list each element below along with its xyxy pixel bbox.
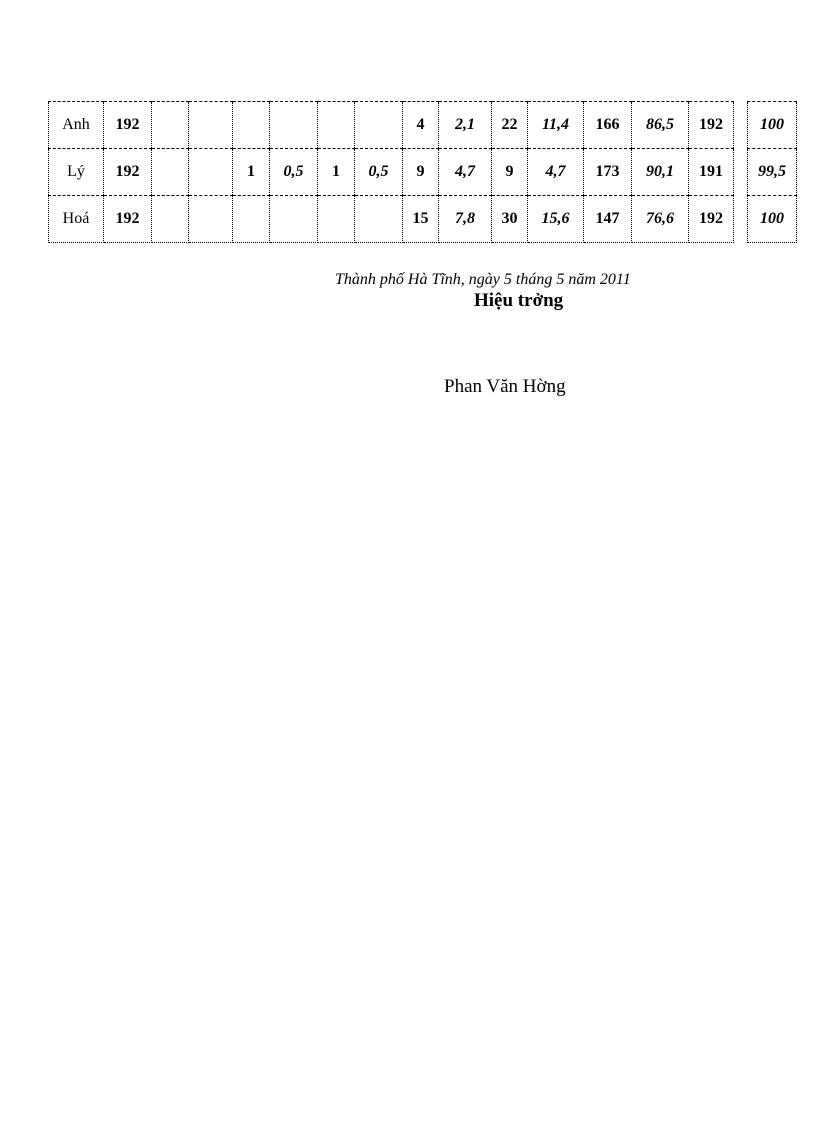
subject-cell: Hoá: [49, 196, 104, 243]
percent-cell: 90,1: [632, 149, 689, 196]
percent-cell: [189, 196, 233, 243]
column-gap: [734, 149, 748, 196]
count-cell: 1: [318, 149, 355, 196]
count-cell: 191: [689, 149, 734, 196]
table-row: [49, 149, 797, 196]
percent-cell: 4,7: [439, 149, 492, 196]
percent-cell: [189, 149, 233, 196]
total-cell: 192: [104, 149, 152, 196]
percent-cell: 11,4: [528, 102, 584, 149]
percent-cell: [355, 102, 403, 149]
percent-cell: 7,8: [439, 196, 492, 243]
percent-cell: 76,6: [632, 196, 689, 243]
signer-role: Hiệu trởng: [474, 290, 564, 311]
count-cell: 22: [492, 102, 528, 149]
count-cell: [152, 102, 189, 149]
count-cell: 166: [584, 102, 632, 149]
total-cell: 192: [104, 196, 152, 243]
percent-cell: 100: [748, 102, 797, 149]
count-cell: 9: [492, 149, 528, 196]
count-cell: 30: [492, 196, 528, 243]
subject-cell: Anh: [49, 102, 104, 149]
date-line: Thành phố Hà Tĩnh, ngày 5 tháng 5 năm 2011: [335, 271, 631, 288]
table-row: [49, 102, 797, 149]
percent-cell: [270, 196, 318, 243]
count-cell: [318, 196, 355, 243]
count-cell: 9: [403, 149, 439, 196]
percent-cell: 2,1: [439, 102, 492, 149]
count-cell: 4: [403, 102, 439, 149]
percent-cell: 0,5: [355, 149, 403, 196]
signer-name: Phan Văn Hờng: [444, 376, 566, 397]
percent-cell: 99,5: [748, 149, 797, 196]
column-gap: [734, 102, 748, 149]
count-cell: [318, 102, 355, 149]
count-cell: 192: [689, 102, 734, 149]
count-cell: [233, 196, 270, 243]
percent-cell: 15,6: [528, 196, 584, 243]
count-cell: 1: [233, 149, 270, 196]
count-cell: 15: [403, 196, 439, 243]
count-cell: 192: [689, 196, 734, 243]
count-cell: [152, 149, 189, 196]
total-cell: 192: [104, 102, 152, 149]
table-row: [49, 196, 797, 243]
percent-cell: [355, 196, 403, 243]
count-cell: 147: [584, 196, 632, 243]
column-gap: [734, 196, 748, 243]
count-cell: [233, 102, 270, 149]
subject-cell: Lý: [49, 149, 104, 196]
percent-cell: [270, 102, 318, 149]
score-table: [48, 101, 797, 243]
percent-cell: 86,5: [632, 102, 689, 149]
count-cell: [152, 196, 189, 243]
percent-cell: 0,5: [270, 149, 318, 196]
count-cell: 173: [584, 149, 632, 196]
percent-cell: 4,7: [528, 149, 584, 196]
percent-cell: [189, 102, 233, 149]
percent-cell: 100: [748, 196, 797, 243]
